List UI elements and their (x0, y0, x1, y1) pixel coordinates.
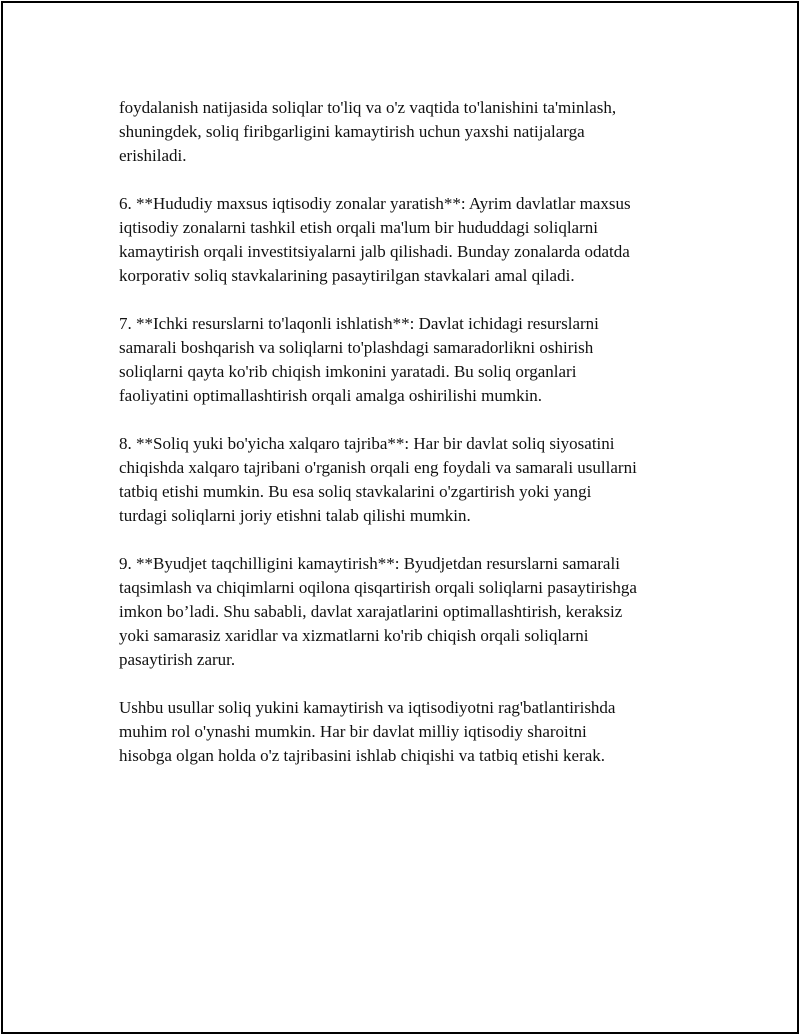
paragraph-item-7: 7. **Ichki resurslarni to'laqonli ishlatish**: Davlat ichidagi resurslarni samarali boshqarish va soliqlarni to'plashdagi samaradorlikni oshirish soliqlarni qayta ko'rib chiqish imkonini yaratadi. Bu soliq organlari faoliyatini optimallashtirish orqali amalga oshirilishi mumkin. (119, 314, 599, 405)
paragraph-item-6: 6. **Hududiy maxsus iqtisodiy zonalar yaratish**: Ayrim davlatlar maxsus iqtisodiy zonalarni tashkil etish orqali ma'lum bir hududdagi soliqlarni kamaytirish orqali investitsiyalarni jalb qilishadi. Bunday zonalarda odatda korporativ soliq stavkalarining pasaytirilgan stavkalari amal qiladi. (119, 194, 631, 285)
page-content (119, 96, 699, 792)
paragraph-continuation: foydalanish natijasida soliqlar to'liq va o'z vaqtida to'lanishini ta'minlash, shuningdek, soliq firibgarligini kamaytirish uchun yaxshi natijalarga erishiladi. (119, 98, 617, 165)
paragraph-item-8: 8. **Soliq yuki bo'yicha xalqaro tajriba**: Har bir davlat soliq siyosatini chiqishda xalqaro tajribani o'rganish orqali eng foydali va samarali usullarni tatbiq etishi mumkin. Bu esa soliq stavkalarini o'zgartirish yoki yangi turdagi soliqlarni joriy etishni talab qilishi mumkin. (119, 434, 637, 525)
page-frame (1, 1, 799, 1034)
paragraph-conclusion: Ushbu usullar soliq yukini kamaytirish va iqtisodiyotni rag'batlantirishda muhim rol o'ynashi mumkin. Har bir davlat milliy iqtisodiy sharoitni hisobga olgan holda o'z tajribasini ishlab chiqishi va tatbiq etishi kerak. (119, 698, 616, 765)
paragraph-item-9: 9. **Byudjet taqchilligini kamaytirish**: Byudjetdan resurslarni samarali taqsimlash va chiqimlarni oqilona qisqartirish orqali soliqlarni pasaytirishga imkon bo’ladi. Shu sababli, davlat xarajatlarini optimallashtirish, keraksiz yoki samarasiz xaridlar va xizmatlarni ko'rib chiqish orqali soliqlarni pasaytirish zarur. (119, 554, 637, 669)
